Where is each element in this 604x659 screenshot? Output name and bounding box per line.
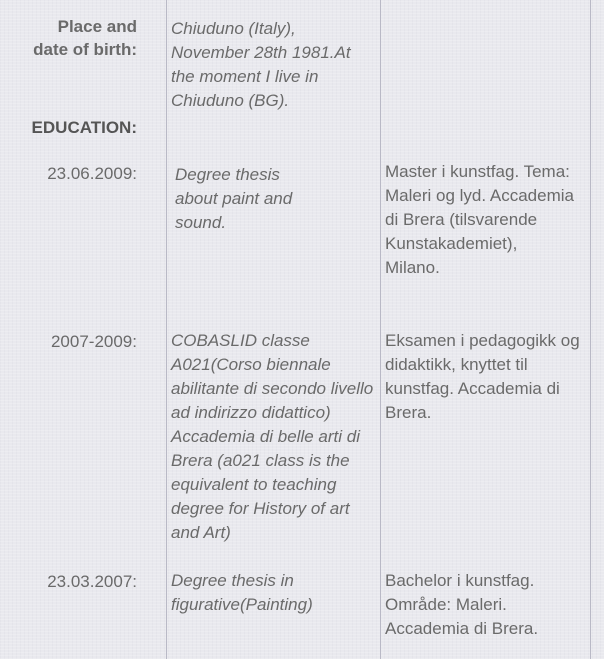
birth-label-line1: Place and	[57, 17, 137, 36]
birth-label	[33, 15, 137, 61]
entry-italian: Degree thesis in figurative(Painting)	[171, 571, 313, 614]
column-divider-middle	[380, 0, 381, 659]
entry-norwegian: Master i kunstfag. Tema: Maleri og lyd. Accademia di Brera (tilsvarende Kunstakademiet), Milano.	[385, 162, 574, 277]
entry-date: 23.03.2007:	[47, 572, 137, 591]
entry-italian: Degree thesis about paint and sound.	[175, 165, 293, 232]
column-divider-left	[166, 0, 167, 659]
birth-label-line2: date of birth:	[33, 40, 137, 59]
entry-norwegian: Eksamen i pedagogikk og didaktikk, knyttet til kunstfag. Accademia di Brera.	[385, 331, 580, 422]
entry-norwegian: Bachelor i kunstfag. Område: Maleri. Accademia di Brera.	[385, 571, 539, 638]
entry-date: 23.06.2009:	[47, 164, 137, 183]
entry-italian: COBASLID classe A021(Corso biennale abilitante di secondo livello ad indirizzo didattico) Accademia di belle arti di Brera (a021 class is the equivalent to teaching degree for History of art and Art)	[171, 331, 374, 542]
birth-value: Chiuduno (Italy), November 28th 1981.At the moment I live in Chiuduno (BG).	[171, 19, 351, 110]
column-divider-right	[590, 0, 591, 659]
education-heading: EDUCATION:	[31, 118, 137, 137]
entry-date: 2007-2009:	[50, 332, 137, 351]
